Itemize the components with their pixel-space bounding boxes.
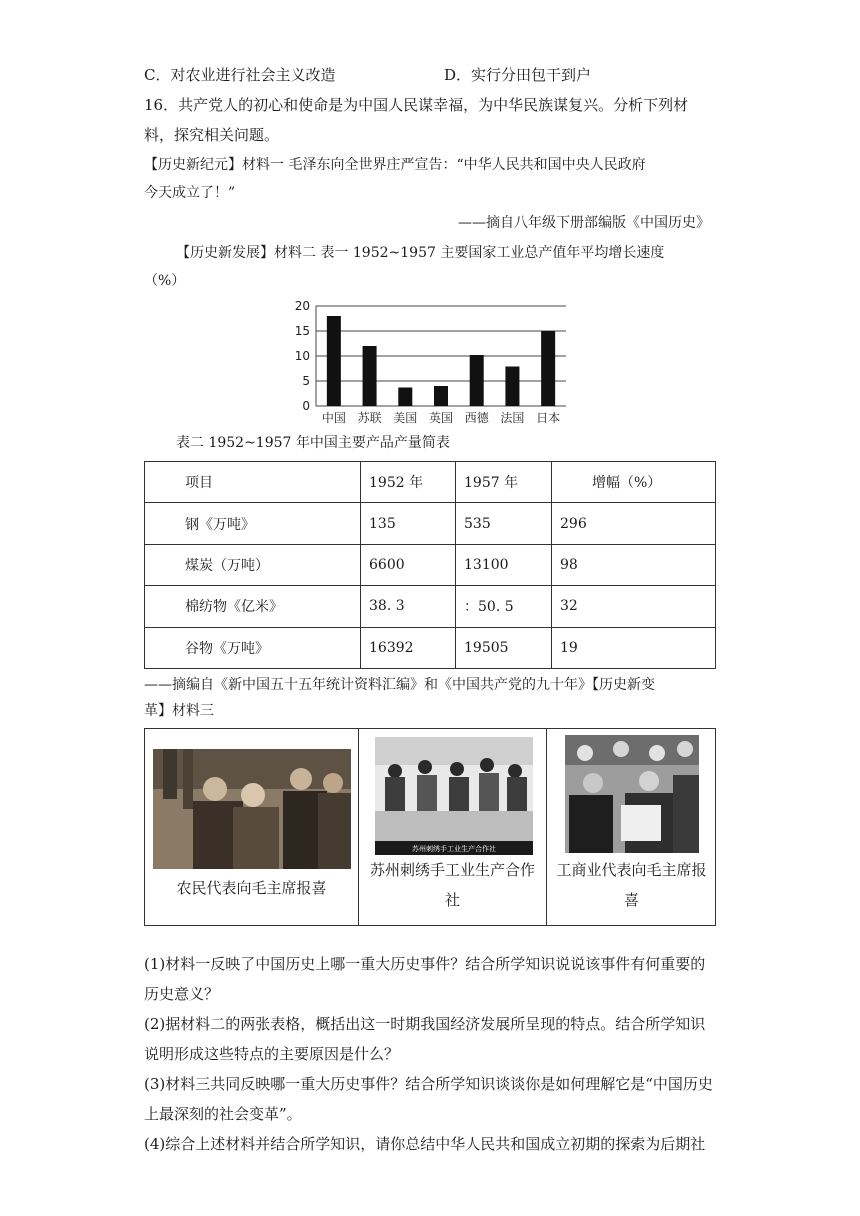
bar-6 — [541, 331, 555, 406]
table-cell: 296 — [552, 503, 716, 544]
bar-1 — [363, 346, 377, 406]
option-c: C．对农业进行社会主义改造 — [144, 66, 336, 84]
table-cell: 13100 — [456, 544, 552, 585]
material2-line1: 【历史新发展】材料二 表一 1952~1957 主要国家工业总产值年平均增长速度 — [176, 245, 665, 261]
photo-cell-farmers — [145, 729, 358, 925]
table-cell: 135 — [361, 503, 456, 544]
table-cell: 钢《万吨》 — [145, 503, 361, 544]
table-cell: 谷物《万吨》 — [145, 627, 361, 668]
y-tick-label: 15 — [294, 324, 310, 338]
sub-question-4-line1: (4)综合上述材料并结合所学知识，请你总结中华人民共和国成立初期的探索为后期社 — [144, 1135, 706, 1153]
table-row — [145, 586, 716, 627]
table-cell: 19505 — [456, 627, 552, 668]
table-header-cell: 1957 年 — [456, 462, 552, 503]
sub-question-3-line1: (3)材料三共同反映哪一重大历史事件？结合所学知识谈谈你是如何理解它是“中国历史 — [144, 1075, 713, 1093]
production-table — [144, 461, 716, 669]
photo-caption-industry-line2: 喜 — [623, 891, 639, 909]
bar-3 — [434, 386, 448, 406]
sub-question-3-line2: 上最深刻的社会变革”。 — [144, 1105, 302, 1123]
bar-chart — [290, 296, 576, 428]
material1-source: ——摘自八年级下册部编版《中国历史》 — [458, 215, 710, 231]
question-16-line1: 16．共产党人的初心和使命是为中国人民谋幸福，为中华民族谋复兴。分析下列材 — [144, 96, 689, 114]
material2-line2: （%） — [144, 273, 186, 289]
table-cell: 98 — [552, 544, 716, 585]
suzhou-embroidery-photo-image — [375, 737, 533, 855]
photo-cell-industry — [546, 729, 716, 925]
x-tick-label: 西德 — [464, 411, 489, 425]
photo-caption-suzhou-line2: 社 — [444, 891, 460, 909]
table-header-row — [145, 462, 716, 503]
table-row — [145, 627, 716, 668]
table-cell: 棉纺物《亿米》 — [145, 586, 361, 627]
y-tick-label: 0 — [302, 399, 310, 413]
table-cell: 19 — [552, 627, 716, 668]
question-16-line2: 料，探究相关问题。 — [144, 126, 280, 144]
table2-title: 表二 1952~1957 年中国主要产品产量简表 — [176, 435, 450, 451]
table-cell: ：50. 5 — [456, 586, 552, 627]
x-tick-label: 苏联 — [357, 411, 382, 425]
table-row — [145, 544, 716, 585]
table-cell: 32 — [552, 586, 716, 627]
y-tick-label: 20 — [294, 299, 310, 313]
table-row — [145, 503, 716, 544]
table-cell: 38. 3 — [361, 586, 456, 627]
table-header-cell: 项目 — [145, 462, 361, 503]
bar-0 — [327, 316, 341, 406]
table-cell: 535 — [456, 503, 552, 544]
farmers-photo-image — [153, 749, 351, 869]
table-cell: 16392 — [361, 627, 456, 668]
material1-line2: 今天成立了！” — [144, 185, 236, 201]
material3-photo-table — [144, 728, 716, 926]
material1-line1: 【历史新纪元】材料一 毛泽东向全世界庄严宣告：“中华人民共和国中央人民政府 — [144, 157, 646, 173]
table-cell: 6600 — [361, 544, 456, 585]
x-tick-label: 英国 — [428, 411, 454, 425]
sub-question-1-line2: 历史意义？ — [144, 985, 220, 1003]
industry-photo-image — [565, 735, 699, 853]
x-tick-label: 中国 — [321, 411, 346, 425]
photo-cell-suzhou — [358, 729, 546, 925]
material2-source-line2: 革】材料三 — [144, 703, 214, 719]
option-d: D．实行分田包干到户 — [444, 66, 592, 84]
bar-2 — [398, 388, 412, 407]
bar-5 — [505, 367, 519, 407]
y-tick-label: 10 — [294, 349, 310, 363]
x-tick-label: 日本 — [536, 411, 561, 425]
x-tick-label: 美国 — [393, 411, 418, 425]
table-header-cell: 1952 年 — [361, 462, 456, 503]
photo-caption-farmers: 农民代表向毛主席报喜 — [176, 879, 327, 897]
sub-question-2-line1: (2)据材料二的两张表格，概括出这一时期我国经济发展所呈现的特点。结合所学知识 — [144, 1015, 706, 1033]
photo-caption-suzhou-line1: 苏州刺绣手工业生产合作 — [369, 861, 535, 879]
photo-inscription: 苏州刺绣手工业生产合作社 — [412, 845, 496, 853]
sub-question-2-line2: 说明形成这些特点的主要原因是什么？ — [144, 1045, 400, 1063]
bar-4 — [470, 355, 484, 406]
photo-caption-industry-line1: 工商业代表向毛主席报 — [556, 861, 707, 879]
table-header-cell: 增幅（%） — [552, 462, 716, 503]
x-tick-label: 法国 — [500, 411, 525, 425]
material2-source-line1: ——摘编自《新中国五十五年统计资料汇编》和《中国共产党的九十年》【历史新变 — [144, 677, 655, 693]
sub-question-1-line1: (1)材料一反映了中国历史上哪一重大历史事件？结合所学知识说说该事件有何重要的 — [144, 955, 706, 973]
table-cell: 煤炭（万吨） — [145, 544, 361, 585]
y-tick-label: 5 — [302, 374, 310, 388]
